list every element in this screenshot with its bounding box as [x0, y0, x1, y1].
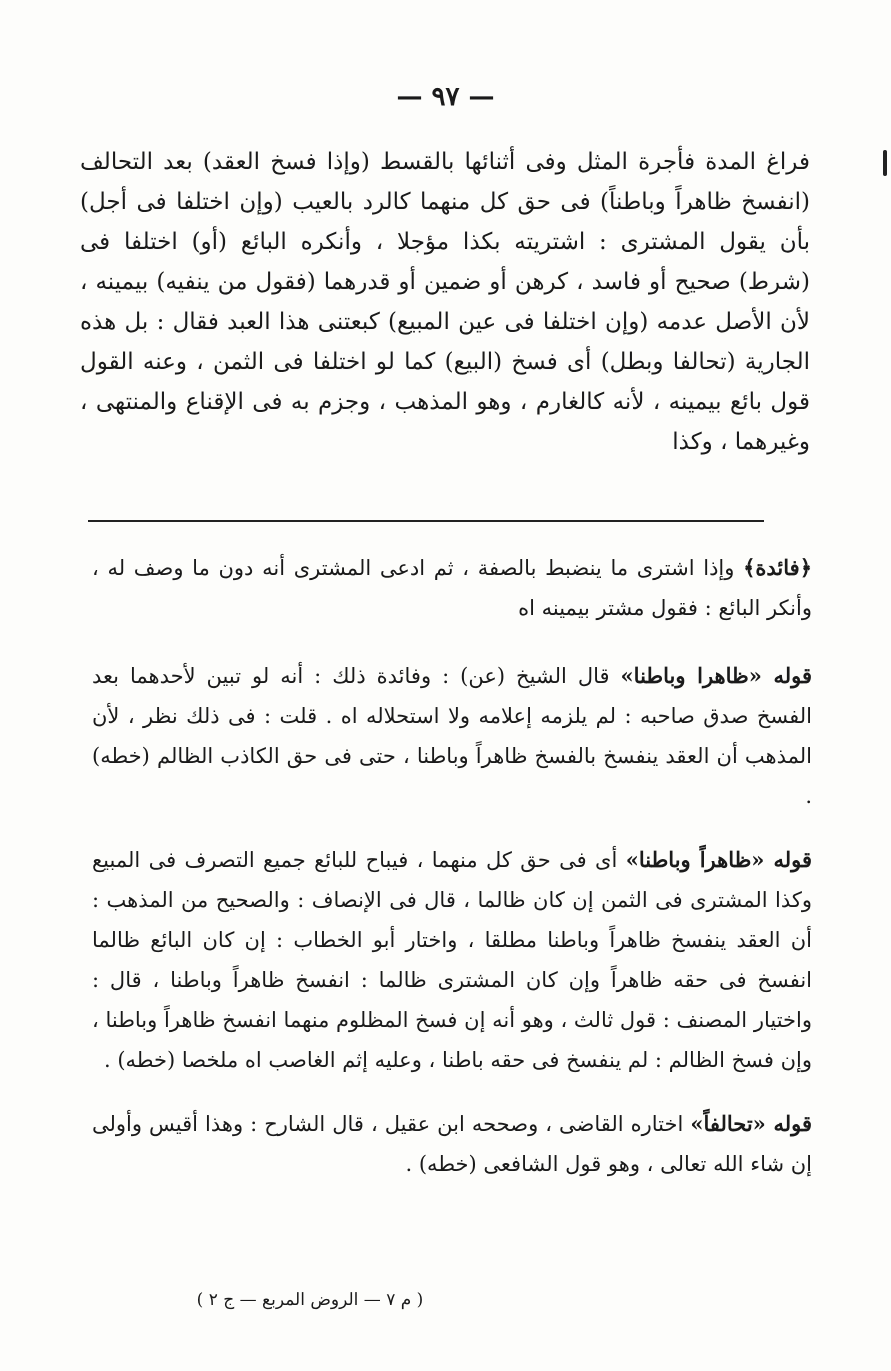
main-text-block	[80, 142, 810, 462]
note-text: قال الشيخ (عن) : وفائدة ذلك : أنه لو تبين لأحدهما بعد الفسخ صدق صاحبه : لم يلزمه إعلامه ولا استحلاله اه . قلت : فى ذلك نظر ، لأن المذهب أن العقد ينفسخ بالفسخ ظاهراً وباطنا ، حتى فى حق الكاذب الظالم (خطه) .	[92, 664, 812, 808]
note-lead: ﴿فائدة﴾	[743, 555, 812, 580]
note-text: وإذا اشترى ما ينضبط بالصفة ، ثم ادعى المشترى أنه دون ما وصف له ، وأنكر البائع : فقول مشتر بيمينه اه	[92, 556, 812, 620]
note-lead: قوله «تحالفاً»	[690, 1111, 812, 1136]
page-edge-mark	[883, 150, 887, 176]
note-text: أى فى حق كل منهما ، فيباح للبائع جميع التصرف فى المبيع وكذا المشترى فى الثمن إن كان ظالما ، قال فى الإنصاف : والصحيح من المذهب : أن العقد ينفسخ ظاهراً وباطنا مطلقا ، واختار أبو الخطاب : إن كان البائع ظالما انفسخ فى حقه ظاهراً وإن كان المشترى ظالما : انفسخ ظاهراً وباطنا ، قال : واختيار المصنف : قول ثالث ، وهو أنه إن فسخ المظلوم منهما انفسخ ظاهراً وباطنا ، وإن فسخ الظالم : لم ينفسخ فى حقه باطنا ، وعليه إثم الغاصب اه ملخصا (خطه) .	[92, 848, 812, 1072]
note-lead: قوله «ظاهرا وباطنا»	[620, 663, 813, 688]
main-paragraph: فراغ المدة فأجرة المثل وفى أثنائها بالقسط (وإذا فسخ العقد) بعد التحالف (انفسخ ظاهراً وباطناً) فى حق كل منهما كالرد بالعيب (وإن اختلفا فى أجل) بأن يقول المشترى : اشتريته بكذا مؤجلا ، وأنكره البائع (أو) اختلفا فى (شرط) صحيح أو فاسد ، كرهن أو ضمين أو قدرهما (فقول من ينفيه) بيمينه ، لأن الأصل عدمه (وإن اختلفا فى عين المبيع) كبعتنى هذا العبد فقال : بل هذه الجارية (تحالفا وبطل) أى فسخ (البيع) كما لو اختلفا فى الثمن ، وعنه القول قول بائع بيمينه ، لأنه كالغارم ، وهو المذهب ، وجزم به فى الإقناع والمنتهى ، وغيرهما ، وكذا	[80, 149, 810, 455]
note-lead: قوله «ظاهراً وباطنا»	[625, 847, 812, 872]
footnotes-block	[92, 548, 812, 1208]
note-zahiran-2	[92, 840, 812, 1080]
note-text: اختاره القاضى ، وصححه ابن عقيل ، قال الشارح : وهذا أقيس وأولى إن شاء الله تعالى ، وهو قول الشافعى (خطه) .	[92, 1112, 812, 1176]
footnote-divider	[88, 520, 764, 522]
note-tahaluf	[92, 1104, 812, 1184]
note-fawaid	[92, 548, 812, 628]
page-footer-signature: ( م ٧ — الروض المربع — ج ٢ )	[196, 1290, 424, 1310]
note-zahiran-1	[92, 656, 812, 816]
page-number: — ٩٧ —	[396, 82, 495, 112]
